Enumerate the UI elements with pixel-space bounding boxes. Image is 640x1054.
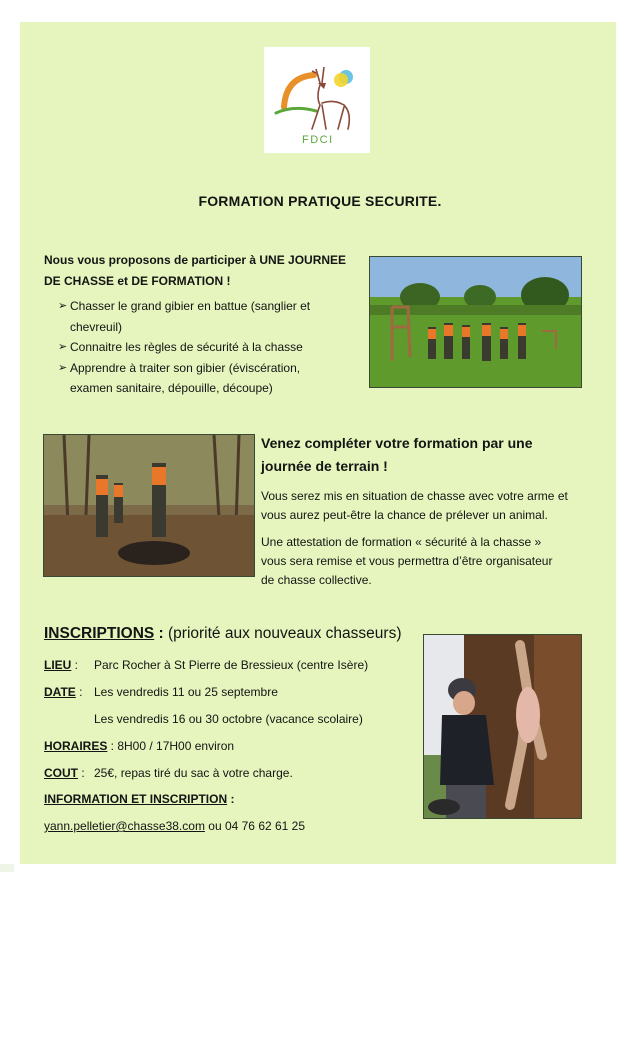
contact-row	[44, 819, 305, 833]
list-item: ➢ Chasser le grand gibier en battue (sanglier et chevreuil)	[58, 296, 348, 337]
fdci-logo	[264, 47, 370, 153]
lieu-row: LIEU :	[44, 658, 79, 672]
cout-value: 25€, repas tiré du sac à votre charge.	[94, 766, 293, 780]
horaires-row: HORAIRES : 8H00 / 17H00 environ	[44, 739, 235, 753]
intro-text	[44, 250, 354, 292]
info-row: INFORMATION ET INSCRIPTION :	[44, 792, 235, 806]
svg-text:FDCI: FDCI	[302, 134, 334, 146]
program-list	[58, 296, 348, 399]
sheet-shadow-edge	[0, 864, 14, 872]
paragraph-attestation: Une attestation de formation « sécurité à la chasse » vous sera remise et vous permettra d’être organisateur de chasse collective.	[261, 535, 553, 587]
list-item: ➢ Connaitre les règles de sécurité à la chasse	[58, 337, 348, 358]
list-item: ➢ Apprendre à traiter son gibier (éviscération, examen sanitaire, dépouille, découpe)	[58, 358, 348, 399]
date-row: DATE :	[44, 685, 83, 699]
deer-logo-icon	[264, 47, 370, 153]
section-heading: Venez compléter votre formation par une journée de terrain !	[261, 435, 533, 474]
phone-number: ou 04 76 62 61 25	[204, 819, 306, 833]
date-value-2: Les vendredis 16 ou 30 octobre (vacance scolaire)	[94, 712, 363, 726]
inscriptions-heading: INSCRIPTIONS : (priorité aux nouveaux chasseurs)	[44, 625, 402, 642]
paragraph-situation: Vous serez mis en situation de chasse avec votre arme et vous aurez peut-être la chance de prélever un animal.	[261, 489, 568, 522]
intro-line-2: DE CHASSE et DE FORMATION !	[44, 274, 231, 288]
date-value-1: Les vendredis 11 ou 25 septembre	[94, 685, 278, 699]
arrow-bullet-icon: ➢	[58, 341, 68, 353]
page-title: FORMATION PRATIQUE SECURITE.	[198, 193, 442, 209]
arrow-bullet-icon: ➢	[58, 361, 68, 374]
photo-forest-hunt	[43, 434, 255, 577]
lieu-value: Parc Rocher à St Pierre de Bressieux (centre Isère)	[94, 658, 369, 672]
arrow-bullet-icon: ➢	[58, 300, 68, 312]
intro-line-1: Nous vous proposons de participer à UNE JOURNEE	[44, 253, 347, 267]
photo-hunters-group	[369, 256, 582, 388]
email-link[interactable]: yann.pelletier@chasse38.com	[44, 819, 205, 833]
cout-row: COUT :	[44, 766, 85, 780]
photo-game-processing	[423, 634, 582, 819]
